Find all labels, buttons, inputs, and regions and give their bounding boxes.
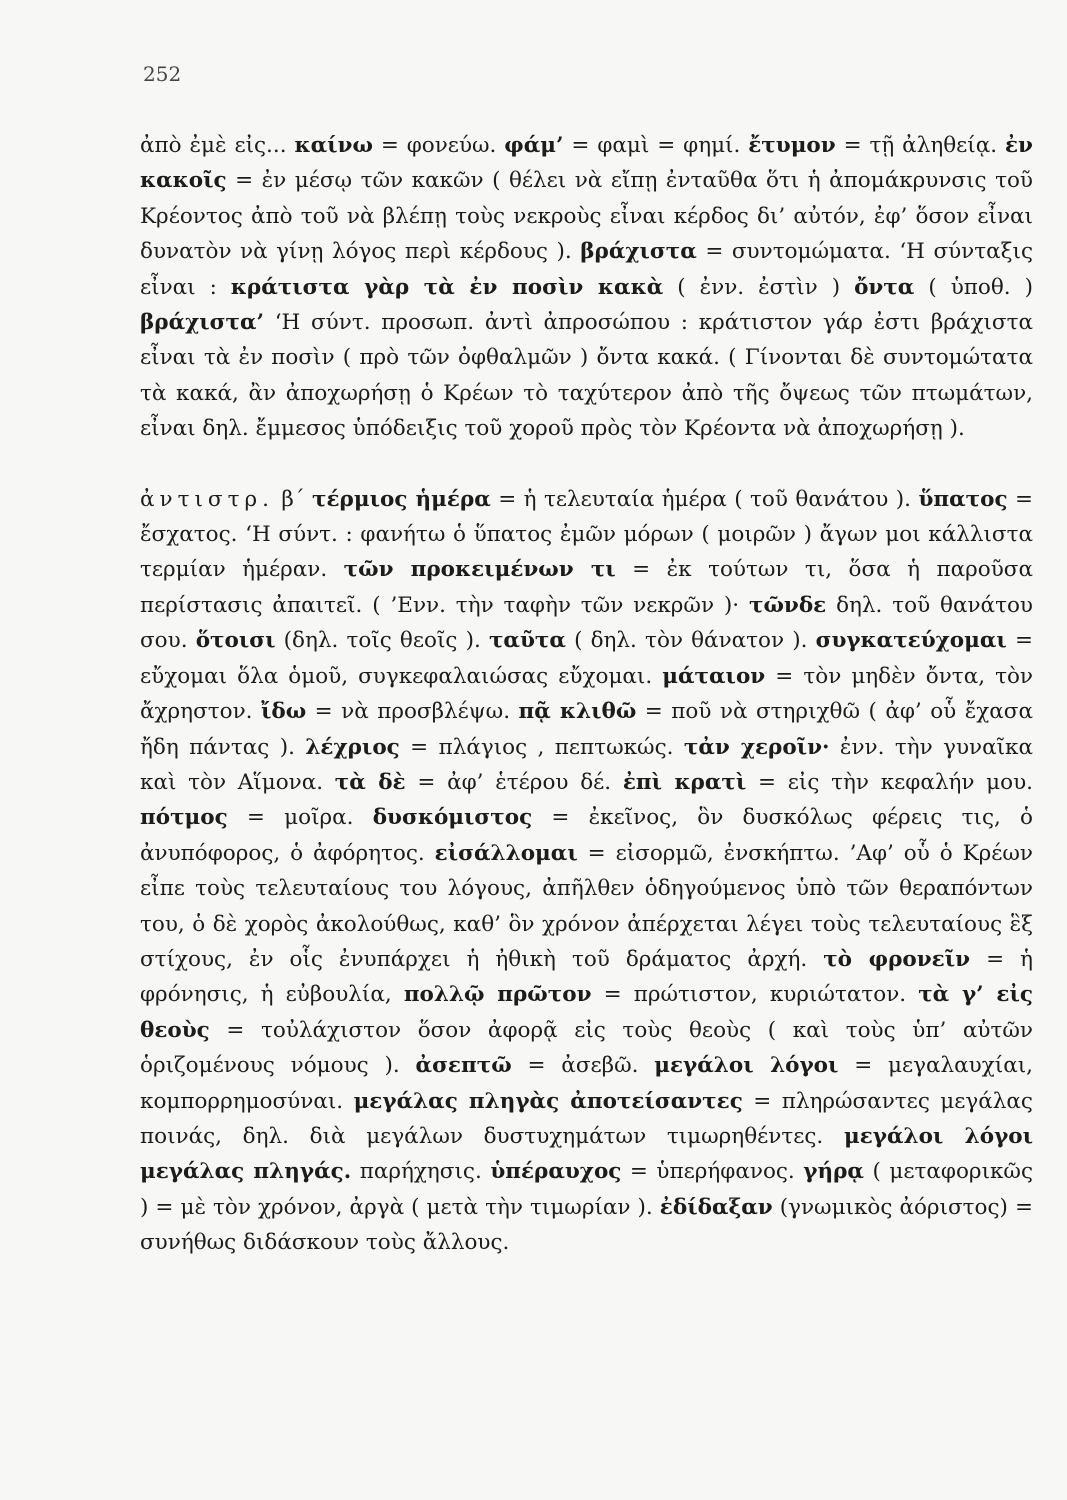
- gloss-text: ( ὑποθ. ): [914, 274, 1034, 300]
- gloss-text: ἐνν. τὴν γυναῖκα καὶ τὸν Αἵμονα.: [140, 734, 1033, 795]
- lemma-term: ἔτυμον: [748, 133, 836, 158]
- gloss-text: ( δηλ. τὸν θάνατον ).: [565, 628, 816, 654]
- lemma-term: τὰ δὲ: [334, 769, 406, 795]
- gloss-text: = ποῦ νὰ στηριχθῶ ( ἀφ’ οὗ ἔχασα ἤδη πάντας ).: [140, 699, 1033, 760]
- commentary-text: [140, 128, 1033, 1261]
- lemma-term: μεγάλοι λόγοι: [654, 1053, 839, 1079]
- lemma-term: ἐν κακοῖς: [140, 133, 1033, 194]
- lemma-term: μεγάλοι λόγοι μεγάλας πληγάς.: [140, 1123, 1034, 1185]
- lemma-term: βράχιστα: [580, 239, 697, 265]
- gloss-text: = εἰσορμῶ, ἐνσκήπτω. ’Αφ’ οὗ ὁ Κρέων εἶπε τοὺς τελευταίους του λόγους, ἀπῆλθεν ὁδηγούμενος ὑπὸ τῶν θεραπόντων του, ὁ δὲ χορὸς ἀκολούθως, καθ’ ὃν χρόνον ἀπέρχεται λέγει τοὺς τελευταίους ἓξ στίχους, ἐν οἷς ἐνυπάρχει ἡ ἠθικὴ τοῦ δράματος ἀρχή.: [140, 840, 1034, 972]
- lemma-term: φάμ’: [504, 133, 564, 158]
- gloss-text: ( ἐνν. ἐστὶν ): [663, 274, 855, 300]
- lemma-term: ἐδίδαξαν: [659, 1194, 773, 1220]
- gloss-text: = ἀφ’ ἑτέρου δέ.: [405, 769, 623, 795]
- gloss-text: ἀπὸ ἐμὲ εἰς...: [140, 133, 295, 158]
- section-label: ἀντιστρ.: [140, 486, 274, 512]
- gloss-text: = ἡ τελευταία ἡμέρα ( τοῦ θανάτου ).: [490, 486, 919, 512]
- commentary-paragraph-1: [140, 128, 1033, 447]
- lemma-term: τῶν προκειμένων τι: [343, 557, 616, 583]
- gloss-text: = φονεύω.: [372, 133, 505, 158]
- gloss-text: = συντομώματα. ‘Η σύνταξις εἶναι :: [140, 239, 1033, 300]
- gloss-text: = τῇ ἀληθείᾳ.: [835, 133, 1005, 158]
- commentary-paragraph-2: [140, 482, 1033, 1261]
- gloss-text: = ἔσχατος. ‘Η σύντ. : φανήτω ὁ ὕπατος ἐμῶν μόρων ( μοιρῶν ) ἄγων μοι κάλλιστα τερμίαν ἡμέραν.: [140, 486, 1033, 583]
- gloss-text: = ἐκ τούτων τι, ὅσα ἡ παροῦσα περίστασις ἀπαιτεῖ. ( ’Ενν. τὴν ταφὴν τῶν νεκρῶν )·: [140, 557, 1033, 618]
- gloss-text: = τὸν μηδὲν ὄντα, τὸν ἄχρηστον.: [140, 663, 1034, 725]
- lemma-term: ὄντα: [854, 274, 915, 300]
- gloss-text: = φαμὶ = φημί.: [563, 133, 749, 158]
- gloss-text: (γνωμικὸς ἀόριστος) = συνήθως διδάσκουν τοὺς ἄλλους.: [140, 1194, 1033, 1256]
- gloss-text: δηλ. τοῦ θανάτου σου.: [140, 592, 1033, 654]
- lemma-term: συγκατεύχομαι: [815, 628, 1007, 654]
- lemma-term: βράχιστα’: [140, 310, 265, 336]
- lemma-term: εἰσάλλομαι: [434, 840, 578, 866]
- lemma-term: ἴδω: [260, 699, 307, 725]
- gloss-text: ‘Η σύντ. προσωπ. ἀντὶ ἀπροσώπου : κράτιστον γάρ ἐστι βράχιστα εἶναι τὰ ἐν ποσὶν ( πρὸ τῶν ὀφθαλμῶν ) ὄντα κακά. ( Γίνονται δὲ συντομώτατα τὰ κακά, ἂν ἀποχωρήσῃ ὁ Κρέων τὸ ταχύτερον ἀπὸ τῆς ὄψεως τῶν πτωμάτων, εἶναι δηλ. ἔμμεσος ὑπόδειξις τοῦ χοροῦ πρὸς τὸν Κρέοντα νὰ ἀποχωρήσῃ ).: [140, 310, 1033, 442]
- gloss-text: = ὑπερήφανος.: [621, 1159, 804, 1185]
- lemma-term: τὸ φρονεῖν: [823, 946, 971, 972]
- lemma-term: ἀσεπτῶ: [415, 1053, 512, 1079]
- gloss-text: = πληρώσαντες μεγάλας ποινάς, δηλ. διὰ μεγάλων δυστυχημάτων τιμωρηθέντες.: [140, 1088, 1033, 1149]
- lemma-term: πᾷ κλιθῶ: [518, 699, 637, 725]
- lemma-term: τέρμιος ἡμέρα: [312, 486, 491, 512]
- lemma-term: μεγάλας πληγὰς ἀποτείσαντες: [353, 1088, 743, 1114]
- gloss-text: = μεγαλαυχίαι, κομπορρημοσύναι.: [140, 1053, 1033, 1114]
- gloss-text: (δηλ. τοῖς θεοῖς ).: [275, 628, 489, 654]
- lemma-term: ὅτοισι: [195, 628, 276, 654]
- lemma-term: μάταιον: [662, 663, 766, 689]
- gloss-text: = ἡ φρόνησις, ἡ εὐβουλία,: [140, 946, 1033, 1008]
- lemma-term: τῶνδε: [748, 592, 827, 618]
- lemma-term: ταῦτα: [488, 628, 566, 654]
- gloss-text: = πρώτιστον, κυριώτατον.: [591, 982, 919, 1008]
- gloss-text: = ἀσεβῶ.: [511, 1053, 655, 1079]
- gloss-text: = νὰ προσβλέψω.: [306, 699, 519, 725]
- gloss-text: ( μεταφορικῶς ) = μὲ τὸν χρόνον, ἀργὰ ( μετὰ τὴν τιμωρίαν ).: [140, 1159, 1034, 1220]
- lemma-term: λέχριος: [305, 734, 400, 760]
- lemma-term: δυσκόμιστος: [372, 805, 533, 831]
- page-number: 252: [143, 62, 182, 86]
- gloss-text: = τοὐλάχιστον ὅσον ἀφορᾷ εἰς τοὺς θεοὺς ( καὶ τοὺς ὑπ’ αὐτῶν ὁριζομένους νόμους ).: [140, 1017, 1033, 1079]
- gloss-text: = ἐν μέσῳ τῶν κακῶν ( θέλει νὰ εἴπῃ ἐνταῦθα ὅτι ἡ ἀπομάκρυνσις τοῦ Κρέοντος ἀπὸ τοῦ νὰ βλέπῃ τοὺς νεκροὺς εἶναι κέρδος δι’ αὐτόν, ἐφ’ ὅσον εἶναι δυνατὸν νὰ γίνῃ λόγος περὶ κέρδους ).: [140, 168, 1033, 265]
- lemma-term: καίνω: [294, 133, 373, 158]
- lemma-term: πότμος: [140, 805, 228, 831]
- gloss-text: = ἐκεῖνος, ὃν δυσκόλως φέρεις τις, ὁ ἀνυπόφορος, ὁ ἀφόρητος.: [140, 805, 1033, 866]
- gloss-text: παρήχησις.: [351, 1159, 491, 1185]
- lemma-term: κράτιστα γὰρ τὰ ἐν ποσὶν κακὰ: [230, 274, 664, 300]
- gloss-text: β΄: [273, 486, 313, 512]
- gloss-text: = μοῖρα.: [227, 805, 373, 831]
- lemma-term: ὑπέραυχος: [490, 1159, 622, 1185]
- lemma-term: ὕπατος: [918, 486, 1008, 512]
- lemma-term: πολλῷ πρῶτον: [403, 982, 592, 1008]
- gloss-text: = εὔχομαι ὅλα ὁμοῦ, συγκεφαλαιώσας εὔχομαι.: [140, 628, 1034, 689]
- gloss-text: = εἰς τὴν κεφαλήν μου.: [746, 769, 1033, 795]
- lemma-term: τἀν χεροῖν·: [683, 734, 830, 760]
- lemma-term: γήρᾳ: [803, 1159, 864, 1185]
- lemma-term: τὰ γ’ εἰς θεοὺς: [140, 982, 1033, 1043]
- gloss-text: = πλάγιος , πεπτωκώς.: [399, 734, 684, 760]
- lemma-term: ἐπὶ κρατὶ: [622, 769, 747, 795]
